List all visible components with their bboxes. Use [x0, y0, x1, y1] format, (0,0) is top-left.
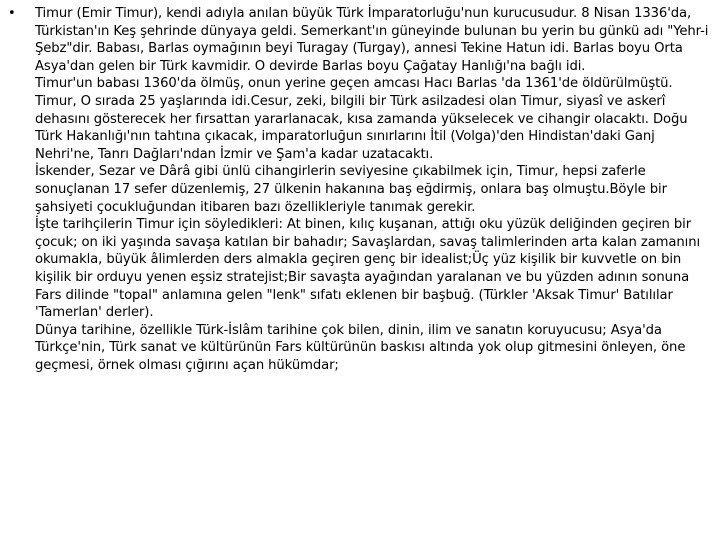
paragraph-timur-birth: Timur (Emir Timur), kendi adıyla anılan büyük Türk İmparatorluğu'nun kurucusudur. 8 Nisan 1336'da, Türkistan'ın Keş şehrinde dünyaya geldi. Semerkant'ın güneyinde bulunan bu yerin bu günkü adı "Yehr-i Şebz"dir. Babası, Barlas oymağının beyi Turagay (Turgay), annesi Tekine Hatun idi. Barlas boyu Orta Asya'dan gelen bir Türk kavmidir. O devirde Barlas boyu Çağatay Hanlığı'na bağlı idi.: [35, 6, 709, 74]
body-text: [35, 5, 717, 374]
paragraph-rise-to-power: Timur'un babası 1360'da ölmüş, onun yerine geçen amcası Hacı Barlas 'da 1361'de öldürülmüştü. Timur, O sırada 25 yaşlarında idi.Cesur, zeki, bilgili bir Türk asilzadesi olan Timur, siyasî ve askerî dehasını gösterecek her fırsattan yararlanacak, kısa zamanda yükselecek ve cihangir olacaktı. Doğu Türk Hakanlığı'nın tahtına çıkacak, imparatorluğun sınırlarını İtil (Volga)'den Hindistan'daki Ganj Nehri'ne, Tanrı Dağları'ndan İzmir ve Şam'a kadar uzatacaktı.: [35, 76, 688, 162]
paragraph-legacy: Dünya tarihine, özellikle Türk-İslâm tarihine çok bilen, dinin, ilim ve sanatın koruyucusu; Asya'da Türkçe'nin, Türk sanat ve kültürünün Fars kültürünün baskısı altında yok olup gitmesini önleyen, öne geçmesi, örnek olması çığırını açan hükümdar;: [35, 322, 686, 373]
paragraph-campaigns: İskender, Sezar ve Dârâ gibi ünlü cihangirlerin seviyesine çıkabilmek için, Timur, hepsi zaferle sonuçlanan 17 sefer düzenlemiş, 27 ülkenin hakanına baş eğdirmiş, onlara baş olmuştu.Böyle bir şahsiyeti çocukluğundan itibaren bazı özellikleriyle tanımak gerekir.: [35, 164, 667, 215]
bullet-icon: •: [8, 6, 16, 21]
paragraph-historians-say: İşte tarihçilerin Timur için söyledikleri: At binen, kılıç kuşanan, attığı oku yüzük deliğinden geçiren bir çocuk; on iki yaşında savaşa katılan bir bahadır; Savaşlardan, savaş talimlerinden arta kalan zamanını okumakla, büyük âlimlerden ders almakla geçiren genç bir idealist;Üç yüz kişilik bir kuvvetle on bin kişilik bir orduyu yenen eşsiz stratejist;Bir savaşta ayağından yaralanan ve bu yüzden adının sonuna Fars dilinde "topal" anlamına gelen "lenk" sıfatı eklenen bir başbuğ. (Türkler 'Aksak Timur' Batılılar 'Tamerlan' derler).: [35, 217, 701, 321]
